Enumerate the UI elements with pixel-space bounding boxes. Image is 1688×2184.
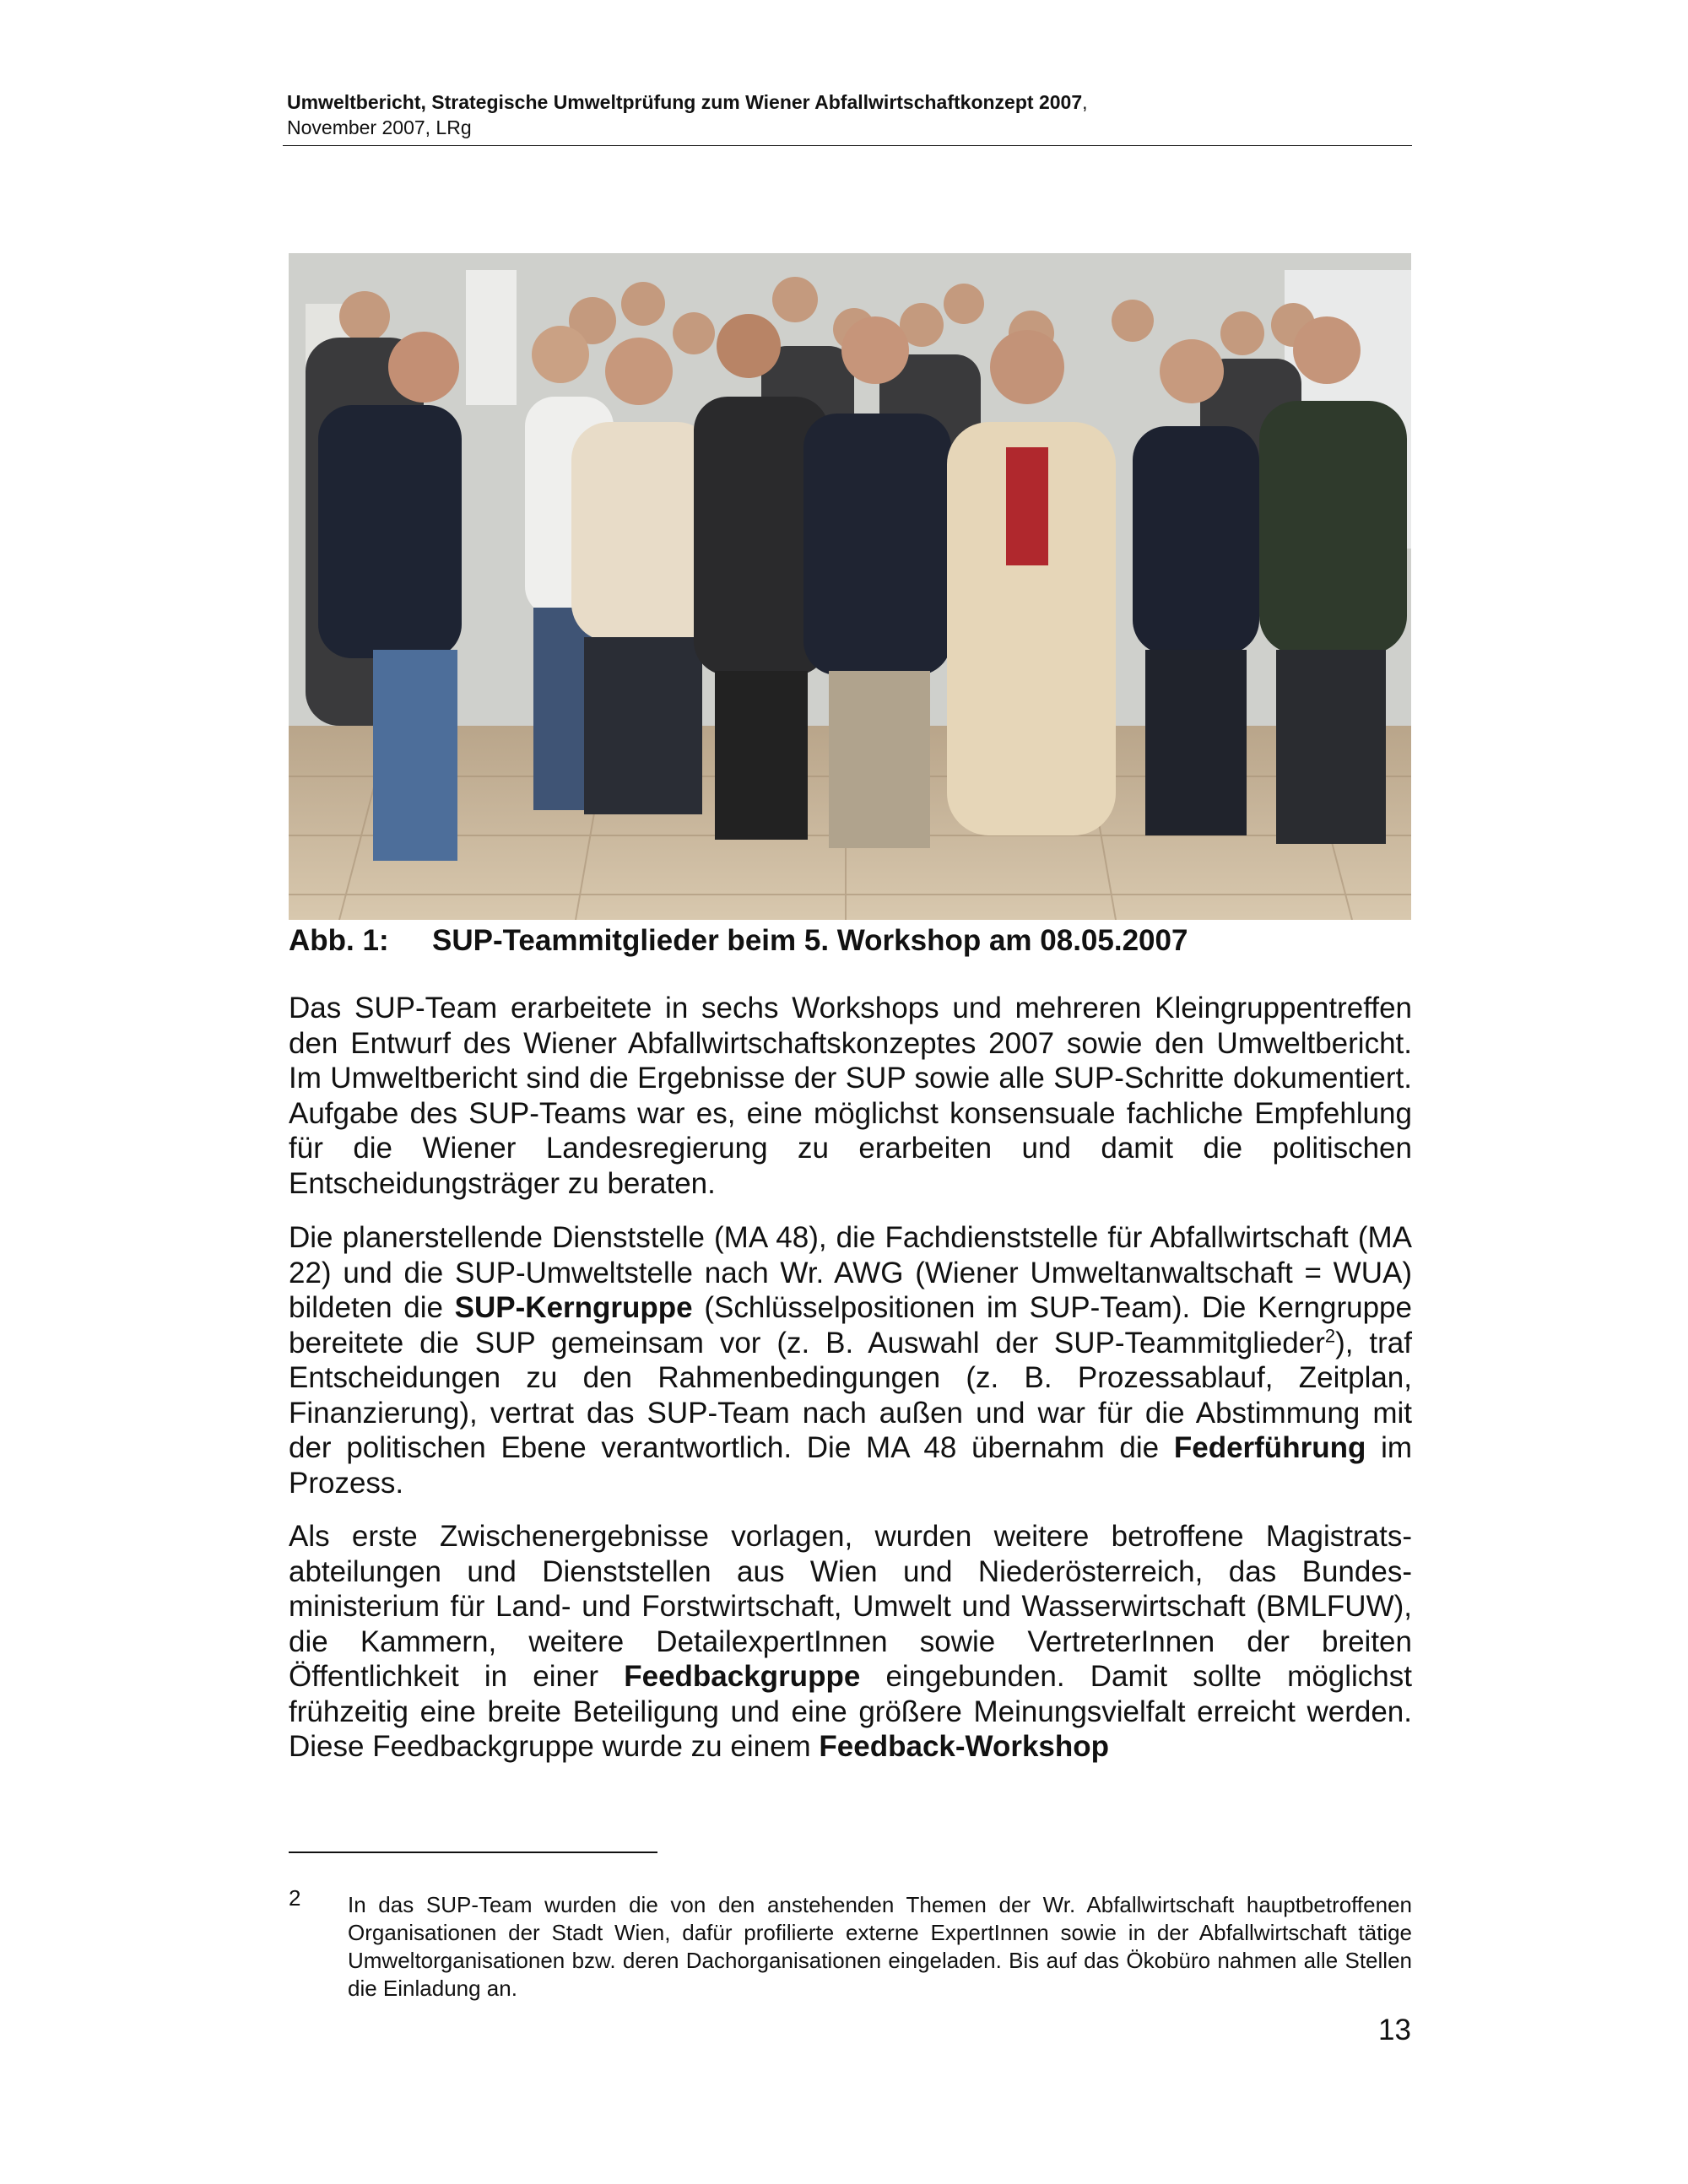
footnote-text: In das SUP-Team wurden die von den anstehenden Themen der Wr. Abfallwirtschaft hauptbetroffenen Organisationen der Stadt Wien, dafür profilierte externe ExpertInnen sowie in der Abfallwirtschaft tätige Umweltorganisationen bzw. deren Dachorganisationen eingeladen. Bis auf das Ökobüro nahmen alle Stellen die Einladung an. xyxy=(348,1892,1412,2001)
body-paragraph-2 xyxy=(289,1220,1412,1500)
p2-bold-kerngruppe: SUP-Kerngruppe xyxy=(454,1291,693,1324)
footnote-reference[interactable]: 2 xyxy=(1324,1324,1336,1346)
p3-text-c: eingebunden. Damit sollte möglichst frühzeitig eine breite Beteiligung und eine größere Meinungsvielfalt erreicht werden. Diese Feedbackgruppe wurde zu einem xyxy=(289,1660,1413,1763)
page-number: 13 xyxy=(1378,2014,1411,2046)
p2-bold-federfuehrung: Federführung xyxy=(1173,1431,1366,1464)
footnote-divider xyxy=(289,1852,657,1853)
body-paragraph-3 xyxy=(289,1519,1412,1765)
p2-text-f: im Prozess. xyxy=(289,1431,1413,1500)
p3-bold-feedbackgruppe: Feedbackgruppe xyxy=(624,1660,861,1693)
figure-caption-label: Abb. 1: xyxy=(289,924,389,957)
p2-text-c: (Schlüsselpositionen im SUP-Team). Die Kerngruppe bereitete die SUP gemeinsam vor (z. B. Auswahl der SUP-Teammitglieder xyxy=(289,1291,1412,1360)
header-divider xyxy=(283,145,1412,146)
p2-text-a: Die planerstellende Dienststelle (MA 48), die Fachdienststelle für Abfallwirtschaft (MA 22) und die SUP-Umweltstelle nach Wr. AWG (Wiener Umweltanwaltschaft = WUA) bildeten die xyxy=(289,1221,1412,1324)
figure-caption xyxy=(289,924,1188,958)
p3-text-a: Als erste Zwischenergebnisse vorlagen, wurden weitere betroffene Magistrats-abteilungen und Dienststellen aus Wien und Niederösterreich, das Bundes-ministerium für Land- und Forstwirtschaft, Umwelt und Wasserwirtschaft (BMLFUW), die Kammern, weitere DetailexpertInnen sowie VertreterInnen der breiten Öffentlichkeit in einer xyxy=(289,1520,1412,1693)
running-header-title xyxy=(287,91,1088,114)
running-header-date: November 2007, LRg xyxy=(287,116,472,138)
p2-text-d: ), traf Entscheidungen zu den Rahmenbedingungen (z. B. Prozessablauf, Zeitplan, Finanzierung), vertrat das SUP-Team nach außen und war für die Abstimmung mit der politischen Ebene verantwortlich. Die MA 48 übernahm die xyxy=(289,1326,1412,1464)
figure-caption-text: SUP-Teammitglieder beim 5. Workshop am 08.05.2007 xyxy=(432,924,1188,957)
running-header-title-bold: Umweltbericht, Strategische Umweltprüfung zum Wiener Abfallwirtschaftkonzept 2007 xyxy=(287,91,1083,113)
p3-bold-feedback-workshop: Feedback-Workshop xyxy=(819,1730,1110,1763)
body-paragraph-1: Das SUP-Team erarbeitete in sechs Workshops und mehreren Kleingruppentreffen den Entwurf des Wiener Abfallwirtschaftskonzeptes 2007 sowie den Umweltbericht. Im Umweltbericht sind die Ergebnisse der SUP sowie alle SUP-Schritte dokumentiert. Aufgabe des SUP-Teams war es, eine möglichst konsensuale fachliche Empfehlung für die Wiener Landesregierung zu erarbeiten und damit die politischen Entscheidungsträger zu beraten. xyxy=(289,992,1412,1200)
running-header-comma: , xyxy=(1082,91,1088,113)
team-photo xyxy=(289,253,1411,920)
footnote-number: 2 xyxy=(289,1885,301,1911)
